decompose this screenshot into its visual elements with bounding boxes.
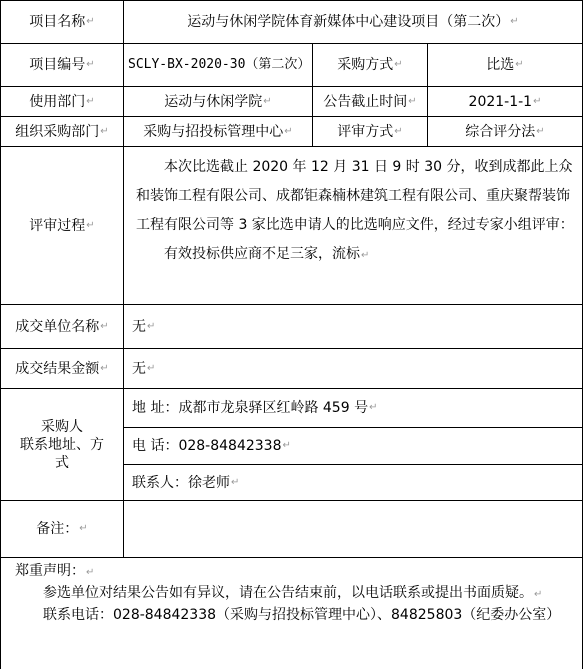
paragraph-mark: ↵: [100, 320, 109, 332]
paragraph-mark: ↵: [147, 320, 156, 332]
procurement-method-value: [427, 43, 583, 87]
paragraph-mark: ↵: [100, 125, 109, 137]
paragraph-mark: ↵: [408, 95, 417, 107]
procurement-method-label-text: 采购方式: [337, 57, 394, 73]
paragraph-mark: ↵: [86, 16, 95, 27]
amount-label-text: 成交结果金额: [15, 360, 100, 377]
purchaser-contact: [123, 464, 583, 501]
process-paragraph-2-text: 有效投标供应商不足三家，流标: [164, 246, 360, 262]
purchaser-label-line1: 采购人: [41, 418, 83, 435]
paragraph-mark: ↵: [533, 95, 542, 107]
notice-line-2: 联系电话：028-84842338（采购与招投标管理中心）、84825803（纪委办公室）: [43, 607, 561, 623]
paragraph-mark: ↵: [86, 59, 95, 70]
project-no-value: [123, 43, 313, 87]
paragraph-mark: ↵: [79, 523, 88, 534]
project-no-label-text: 项目编号: [29, 57, 86, 73]
remarks-label-text: 备注：: [36, 521, 79, 537]
amount-value: [123, 348, 583, 389]
paragraph-mark: ↵: [394, 125, 403, 137]
project-no-label: [0, 43, 124, 87]
organizer-label-text: 组织采购部门: [15, 123, 100, 140]
organizer-value: [123, 116, 313, 147]
purchaser-phone-text: 电 话：028-84842338: [132, 438, 282, 454]
paragraph-mark: ↵: [361, 250, 370, 261]
deadline-label-text: 公告截止时间: [323, 93, 408, 110]
deadline-value: [427, 86, 583, 117]
organizer-label: [0, 116, 124, 147]
process-paragraph-1: 本次比选截止 2020 年 12 月 31 日 9 时 30 分，收到成都此上众和装饰工程有限公司、成都钜森楠林建筑工程有限公司、重庆聚帮装饰工程有限公司等 3 家比选申请人的比选响应文件，经过专家小组评审：: [136, 159, 574, 233]
department-value: [123, 86, 313, 117]
purchaser-address-text: 地 址：成都市龙泉驿区红岭路 459 号: [132, 400, 369, 416]
review-method-value: [427, 116, 583, 147]
project-name-label: [0, 0, 124, 44]
notice-title: [15, 561, 572, 583]
paragraph-mark: ↵: [284, 125, 293, 137]
process-paragraph-2: [136, 240, 574, 270]
project-name-value: [123, 0, 583, 44]
project-name-value-text: 运动与休闲学院体育新媒体中心建设项目（第二次）: [187, 14, 510, 30]
project-no-value-text: SCLY-BX-2020-30（第二次）: [128, 57, 311, 72]
deadline-label: [312, 86, 428, 117]
project-name-label-text: 项目名称: [29, 14, 86, 30]
review-method-label: [312, 116, 428, 147]
paragraph-mark: ↵: [282, 440, 291, 451]
paragraph-mark: ↵: [86, 567, 95, 578]
paragraph-mark: ↵: [536, 125, 545, 137]
process-content: [123, 146, 583, 305]
purchaser-contact-text: 联系人：徐老师: [132, 474, 230, 491]
paragraph-mark: ↵: [510, 16, 519, 27]
notice-title-text: 郑重声明：: [15, 563, 85, 579]
process-label: [0, 146, 124, 305]
paragraph-mark: ↵: [263, 95, 272, 107]
paragraph-mark: ↵: [515, 59, 524, 70]
paragraph-mark: ↵: [100, 362, 109, 374]
purchaser-label: [0, 388, 124, 501]
department-value-text: 运动与休闲学院: [164, 93, 263, 110]
purchaser-phone: [123, 427, 583, 465]
department-label-text: 使用部门: [29, 93, 86, 110]
amount-label: [0, 348, 124, 389]
notice-line-1: [15, 583, 572, 605]
paragraph-mark: ↵: [231, 476, 240, 488]
declaration-notice: [0, 557, 583, 669]
paragraph-mark: ↵: [369, 402, 378, 413]
winner-value-text: 无: [132, 318, 146, 335]
purchaser-label-line2: 联系地址、方式: [20, 436, 104, 471]
department-label: [0, 86, 124, 117]
notice-line-1-text: 参选单位对结果公告如有异议，请在公告结束前，以电话联系或提出书面质疑。: [43, 585, 533, 601]
paragraph-mark: ↵: [86, 95, 95, 107]
paragraph-mark: ↵: [86, 219, 95, 231]
paragraph-mark: ↵: [534, 589, 543, 600]
organizer-value-text: 采购与招投标管理中心: [143, 123, 284, 140]
remarks-value: [123, 500, 583, 558]
process-label-text: 评审过程: [29, 217, 86, 234]
remarks-label: [0, 500, 124, 558]
deadline-value-text: 2021-1-1: [468, 93, 533, 110]
review-method-label-text: 评审方式: [337, 123, 394, 140]
amount-value-text: 无: [132, 360, 146, 377]
review-method-value-text: 综合评分法: [465, 123, 536, 140]
paragraph-mark: ↵: [147, 362, 156, 374]
winner-label-text: 成交单位名称: [15, 318, 100, 335]
winner-value: [123, 304, 583, 349]
winner-label: [0, 304, 124, 349]
procurement-method-value-text: 比选: [486, 57, 515, 73]
purchaser-address: [123, 388, 583, 428]
procurement-method-label: [312, 43, 428, 87]
paragraph-mark: ↵: [394, 59, 403, 70]
